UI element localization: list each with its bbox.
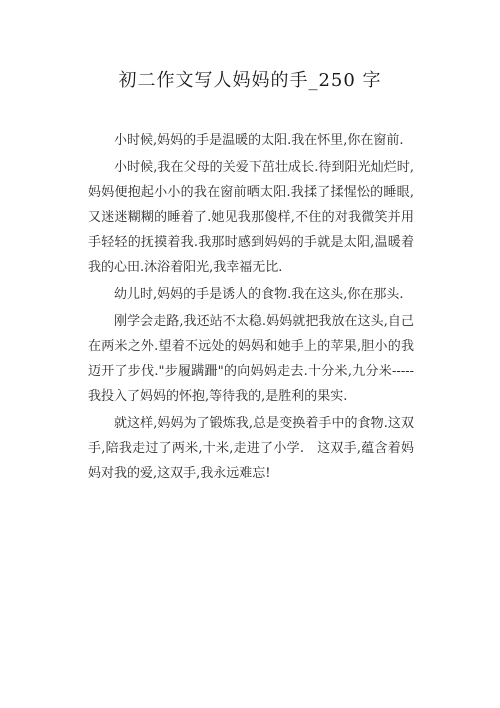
paragraph-5: 就这样,妈妈为了锻炼我,总是变换着手中的食物.这双手,陪我走过了两米,十米,走进了小学. 这双手,蕴含着妈妈对我的爱,这双手,我永远难忘! [88,416,414,481]
paragraph-1: 小时候,妈妈的手是温暖的太阳.我在怀里,你在窗前. [114,133,404,148]
paragraph-3: 幼儿时,妈妈的手是诱人的食物.我在这头,你在那头. [114,287,404,302]
paragraph-4: 刚学会走路,我还站不太稳.妈妈就把我放在这头,自己在两米之外.望着不远处的妈妈和她手上的苹果,胆小的我迈开了步伐."步履蹒跚"的向妈妈走去.十分米,九分米-----我投入了妈妈的怀抱,等待我的,是胜利的果实. [88,314,414,404]
document-title: 初二作文写人妈妈的手_250 字 [118,70,382,91]
document-body [88,128,414,488]
paragraph-2: 小时候,我在父母的关爱下茁壮成长.待到阳光灿烂时,妈妈便抱起小小的我在窗前晒太阳.我揉了揉惺忪的睡眼,又迷迷糊糊的睡着了.她见我那傻样,不住的对我微笑并用手轻轻的抚摸着我.我那时感到妈妈的手就是太阳,温暖着我的心田.沐浴着阳光,我幸福无比. [88,160,414,275]
